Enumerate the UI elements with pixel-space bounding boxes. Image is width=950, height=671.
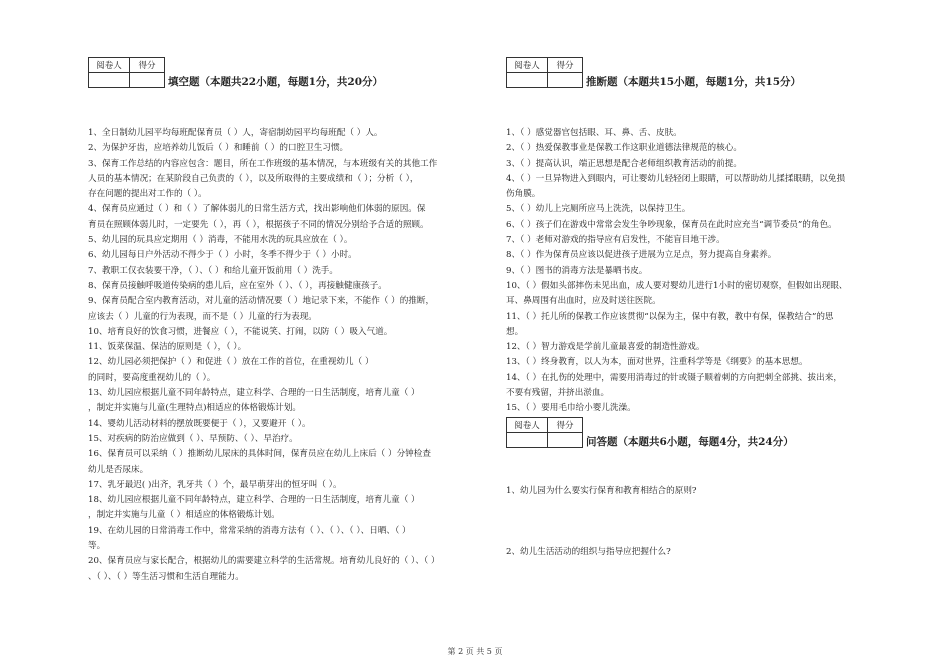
text-line: 伤角膜。 bbox=[506, 189, 541, 200]
page-footer: 第 2 页 共 5 页 bbox=[447, 647, 503, 656]
score-label: 得分 bbox=[548, 418, 583, 433]
text-line: 9、（ ）图书的消毒方法是暴晒书皮。 bbox=[506, 265, 648, 276]
reviewer-label: 阅卷人 bbox=[89, 58, 130, 73]
text-line: 等。 bbox=[88, 541, 106, 552]
judgement-questions bbox=[506, 126, 926, 417]
qa-question-1: 1、幼儿园为什么要实行保育和教育相结合的原则? bbox=[506, 486, 697, 496]
text-line: 15、（ ）要用毛巾给小婴儿洗澡。 bbox=[506, 403, 636, 414]
text-line: 11、饭菜保温、保洁的原则是（ ），（ ）。 bbox=[88, 342, 247, 353]
score-label: 得分 bbox=[548, 58, 583, 73]
text-line: 育员在照顾体弱儿时，一定要先（ ），再（ ），根据孩子不同的情况分别给予合适的照顾。 bbox=[88, 219, 429, 230]
text-line: 9、保育员配合室内教育活动，对儿童的活动情况要（ ）地记录下来，不能作（ ）的推断， bbox=[88, 296, 435, 307]
text-line: 19、在幼儿园的日常消毒工作中，常常采纳的消毒方法有（ ）、（ ）、（ ）、日晒、（ ） bbox=[88, 525, 411, 536]
fill-blank-questions bbox=[88, 126, 488, 585]
score-label: 得分 bbox=[130, 58, 165, 73]
text-line: 5、（ ）幼儿上完厕所应马上洗洗，以保持卫生。 bbox=[506, 204, 691, 215]
text-line: 3、保育工作总结的内容应包含：题目，所在工作班级的基本情况，与本班级有关的其他工作 bbox=[88, 158, 438, 169]
text-line: 耳、鼻周围有出血时，应及时送往医院。 bbox=[506, 296, 661, 307]
judgement-title: 推断题（本题共15小题，每题1分，共15分） bbox=[586, 76, 802, 88]
qa-question-2: 2、幼儿生活活动的组织与指导应把握什么? bbox=[506, 547, 671, 557]
reviewer-cell bbox=[507, 433, 548, 448]
text-line: 2、（ ）热爱保教事业是保教工作这职业道德法律规范的核心。 bbox=[506, 143, 742, 154]
text-line: 8、保育员接触呼吸道传染病的患儿后，应在室外（ ）、（ ），再接触健康孩子。 bbox=[88, 280, 387, 291]
text-line: 5、幼儿园的玩具应定期用（ ）消毒，不能用水洗的玩具应放在（ ）。 bbox=[88, 235, 353, 246]
text-line: 10、培育良好的饮食习惯，进餐应（ ），不能说笑、打闹，以防（ ）吸入气道。 bbox=[88, 326, 393, 337]
text-line: 的同时，要高度重视幼儿的（ ）。 bbox=[88, 372, 216, 383]
text-line: 1、（ ）感觉器官包括眼、耳、鼻、舌、皮肤。 bbox=[506, 128, 682, 138]
text-line: 想。 bbox=[506, 326, 524, 337]
text-line: 13、（ ）终身教育，以人为本，面对世界，注重科学等是《纲要》的基本思想。 bbox=[506, 357, 808, 368]
text-line: 15、对疾病的防治应做到（ ）、早预防、（ ）、早治疗。 bbox=[88, 433, 298, 444]
text-line: 4、保育员应通过（ ）和（ ）了解体弱儿的日常生活方式，找出影响他们体弱的原因。保 bbox=[88, 204, 426, 215]
text-line: 12、幼儿园必须把保护（ ）和促进（ ）放在工作的首位，在重视幼儿（ ） bbox=[88, 357, 374, 368]
text-line: 17、乳牙最迟( )出齐，乳牙共（ ）个，最早萌芽出的恒牙叫（ ）。 bbox=[88, 479, 342, 490]
text-line: ，制定并实施与儿童（ ）相适应的体格锻炼计划。 bbox=[88, 510, 280, 521]
text-line: 7、（ ）老师对游戏的指导应有启发性，不能盲目地干涉。 bbox=[506, 235, 725, 246]
score-box-fill-blank bbox=[88, 57, 165, 88]
score-box-judgement bbox=[506, 57, 583, 88]
text-line: 不要有残留，并挤出淤血。 bbox=[506, 388, 610, 399]
text-line: 20、保育员应与家长配合，根据幼儿的需要建立科学的生活常规。培育幼儿良好的（ ）、（ ） bbox=[88, 556, 440, 567]
qa-title: 问答题（本题共6小题，每题4分，共24分） bbox=[586, 436, 794, 448]
text-line: 应该去（ ）儿童的行为表现，而不是（ ）儿童的行为表现。 bbox=[88, 311, 317, 322]
score-cell bbox=[130, 73, 165, 88]
reviewer-label: 阅卷人 bbox=[507, 58, 548, 73]
text-line: 10、（ ）假如头部摔伤未见出血，成人要对婴幼儿进行1小时的密切观察，但假如出现眼、 bbox=[506, 280, 848, 291]
text-line: 11、（ ）托儿所的保教工作应该贯彻“以保为主，保中有教，教中有保，保教结合”的思 bbox=[506, 311, 834, 322]
text-line: 6、幼儿园每日户外活动不得少于（ ）小时，冬季不得少于（ ）小时。 bbox=[88, 250, 357, 261]
text-line: 13、幼儿园应根据儿童不同年龄特点，建立科学、合理的一日生活制度，培育儿童（ ） bbox=[88, 388, 420, 399]
score-cell bbox=[548, 73, 583, 88]
text-line: 7、教职工仅衣装要干净，（ ）、（ ）和给儿童开饭前用（ ）洗手。 bbox=[88, 265, 338, 276]
text-line: 8、（ ）作为保育员应该以促进孩子进展为立足点，努力提高自身素养。 bbox=[506, 250, 777, 261]
score-cell bbox=[548, 433, 583, 448]
text-line: 3、（ ）提高认识，端正思想是配合老师组织教育活动的前提。 bbox=[506, 158, 742, 169]
reviewer-cell bbox=[89, 73, 130, 88]
score-box-qa bbox=[506, 417, 583, 448]
text-line: 幼儿是否尿床。 bbox=[88, 464, 149, 475]
text-line: 1、全日制幼儿园平均每班配保育员（ ）人，寄宿制幼园平均每班配（ ）人。 bbox=[88, 128, 383, 138]
text-line: 、（ ）、（ ）等生活习惯和生活自理能力。 bbox=[88, 571, 244, 582]
text-line: 14、婴幼儿活动材料的摆放既要便于（ ），又要避开（ ）。 bbox=[88, 418, 311, 429]
text-line: 2、为保护牙齿，应培养幼儿饭后（ ）和睡前（ ）的口腔卫生习惯。 bbox=[88, 143, 349, 154]
fill-blank-title: 填空题（本题共22小题，每题1分，共20分） bbox=[168, 76, 384, 88]
text-line: 12、（ ）智力游戏是学前儿童最喜爱的制造性游戏。 bbox=[506, 342, 705, 353]
text-line: 人员的基本情况；在某阶段自己负责的（ ），以及所取得的主要成绩和（ ）；分析（ ）， bbox=[88, 173, 419, 184]
text-line: 18、幼儿园应根据儿童不同年龄特点，建立科学、合理的一日生活制度，培育儿童（ ） bbox=[88, 495, 420, 506]
text-line: 4、（ ）一旦异物进入到眼内，可让婴幼儿轻轻闭上眼睛，可以帮助幼儿揉揉眼睛，以免损 bbox=[506, 173, 846, 184]
reviewer-label: 阅卷人 bbox=[507, 418, 548, 433]
text-line: 16、保育员可以采纳（ ）推断幼儿尿床的具体时间，保育员应在幼儿上床后（ ）分钟检查 bbox=[88, 449, 431, 460]
reviewer-cell bbox=[507, 73, 548, 88]
text-line: ，制定并实施与儿童(生理特点)相适应的体格锻炼计划。 bbox=[88, 403, 301, 414]
text-line: 存在问题的提出对工作的（ ）。 bbox=[88, 189, 207, 200]
text-line: 14、（ ）在扎伤的处理中，需要用消毒过的针或镊子顺着刺的方向把刺全部挑、拔出来， bbox=[506, 372, 842, 383]
text-line: 6、（ ）孩子们在游戏中常常会发生争吵现象，保育员在此时应充当“调节委员”的角色。 bbox=[506, 219, 837, 230]
